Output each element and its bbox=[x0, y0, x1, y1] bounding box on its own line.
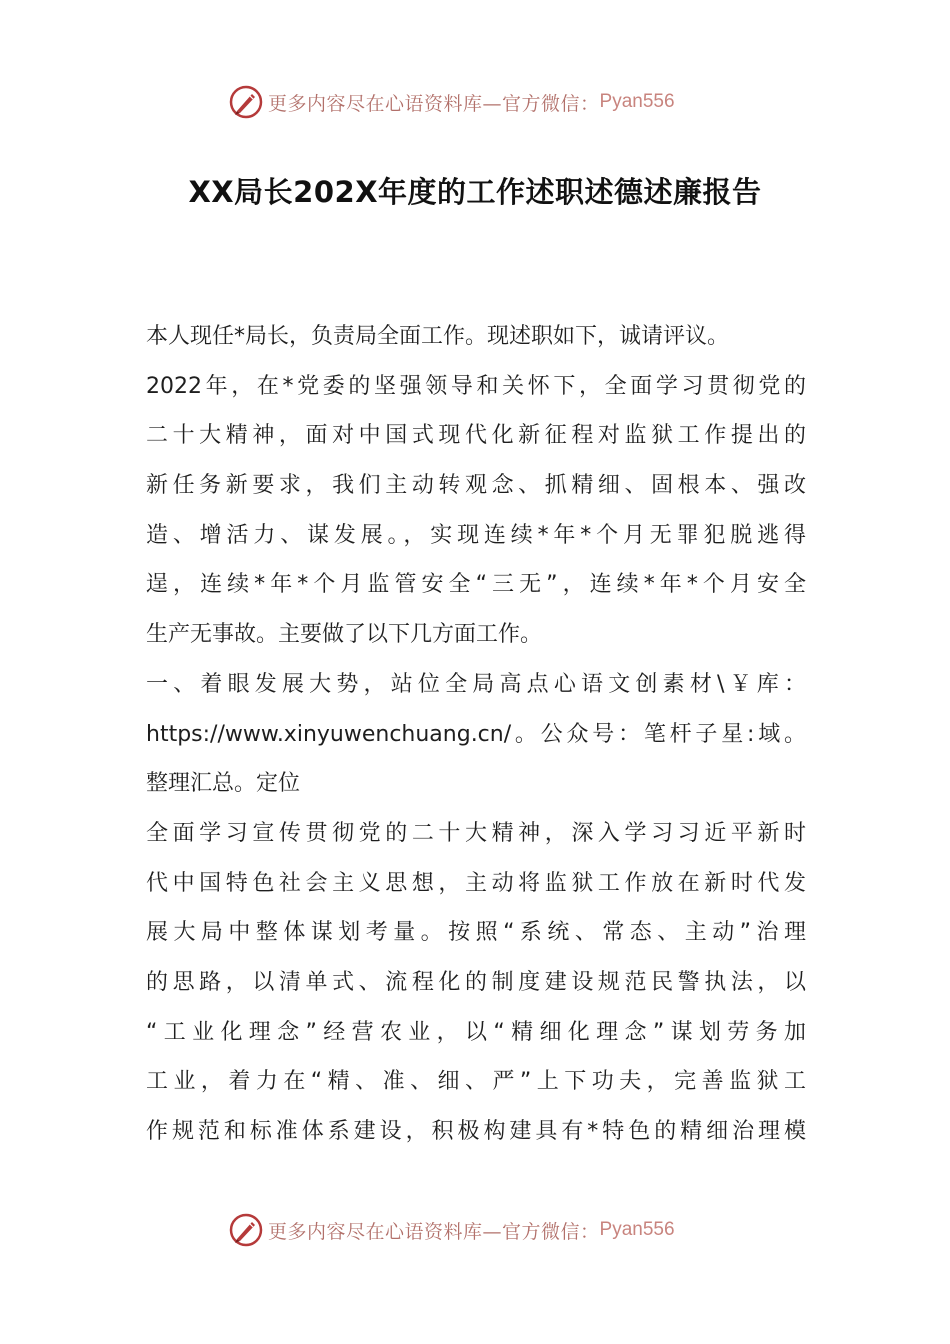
body-line: 全面学习宣传贯彻党的二十大精神，深入学习习近平新时 bbox=[146, 820, 806, 846]
body-line: 逞，连续*年*个月监管安全“三无”，连续*年*个月安全 bbox=[146, 572, 806, 598]
watermark-text: 更多内容尽在心语资料库—官方微信： bbox=[268, 92, 600, 115]
body-line: “工业化理念”经营农业，以“精细化理念”谋划劳务加 bbox=[146, 1019, 806, 1045]
body-line: 代中国特色社会主义思想，主动将监狱工作放在新时代发 bbox=[146, 870, 806, 896]
body-line: 二十大精神，面对中国式现代化新征程对监狱工作提出的 bbox=[146, 423, 806, 449]
pen-logo-icon bbox=[228, 84, 264, 120]
wechat-handle: Pyan556 bbox=[599, 1219, 675, 1240]
document-title: XX局长202X年度的工作述职述德述廉报告 bbox=[188, 175, 762, 209]
watermark-text: 更多内容尽在心语资料库—官方微信： bbox=[268, 1220, 600, 1243]
document-body bbox=[146, 312, 806, 1157]
header-watermark-banner bbox=[228, 82, 675, 122]
body-line: 的思路，以清单式、流程化的制度建设规范民警执法，以 bbox=[146, 969, 806, 995]
body-line: https://www.xinyuwenchuang.cn/。公众号：笔杆子星:域。 bbox=[146, 721, 806, 747]
body-line: 本人现任*局长，负责局全面工作。现述职如下，诚请评议。 bbox=[146, 324, 730, 349]
body-line: 展大局中整体谋划考量。按照“系统、常态、主动”治理 bbox=[146, 920, 806, 946]
pen-logo-icon bbox=[228, 1212, 264, 1248]
wechat-handle: Pyan556 bbox=[599, 91, 675, 112]
body-line: 新任务新要求，我们主动转观念、抓精细、固根本、强改 bbox=[146, 473, 806, 499]
body-line: 工业，着力在“精、准、细、严”上下功夫，完善监狱工 bbox=[146, 1069, 806, 1095]
section-heading-line: 一、着眼发展大势，站位全局高点心语文创素材\￥库： bbox=[146, 671, 806, 697]
body-line: 生产无事故。主要做了以下几方面工作。 bbox=[146, 622, 543, 648]
body-line: 整理汇总。定位 bbox=[146, 771, 301, 797]
footer-watermark-banner bbox=[228, 1210, 675, 1250]
body-line: 造、增活力、谋发展。，实现连续*年*个月无罪犯脱逃得 bbox=[146, 522, 806, 548]
body-line: 2022年，在*党委的坚强领导和关怀下，全面学习贯彻党的 bbox=[146, 373, 806, 399]
body-line: 作规范和标准体系建设，积极构建具有*特色的精细治理模 bbox=[146, 1119, 806, 1144]
